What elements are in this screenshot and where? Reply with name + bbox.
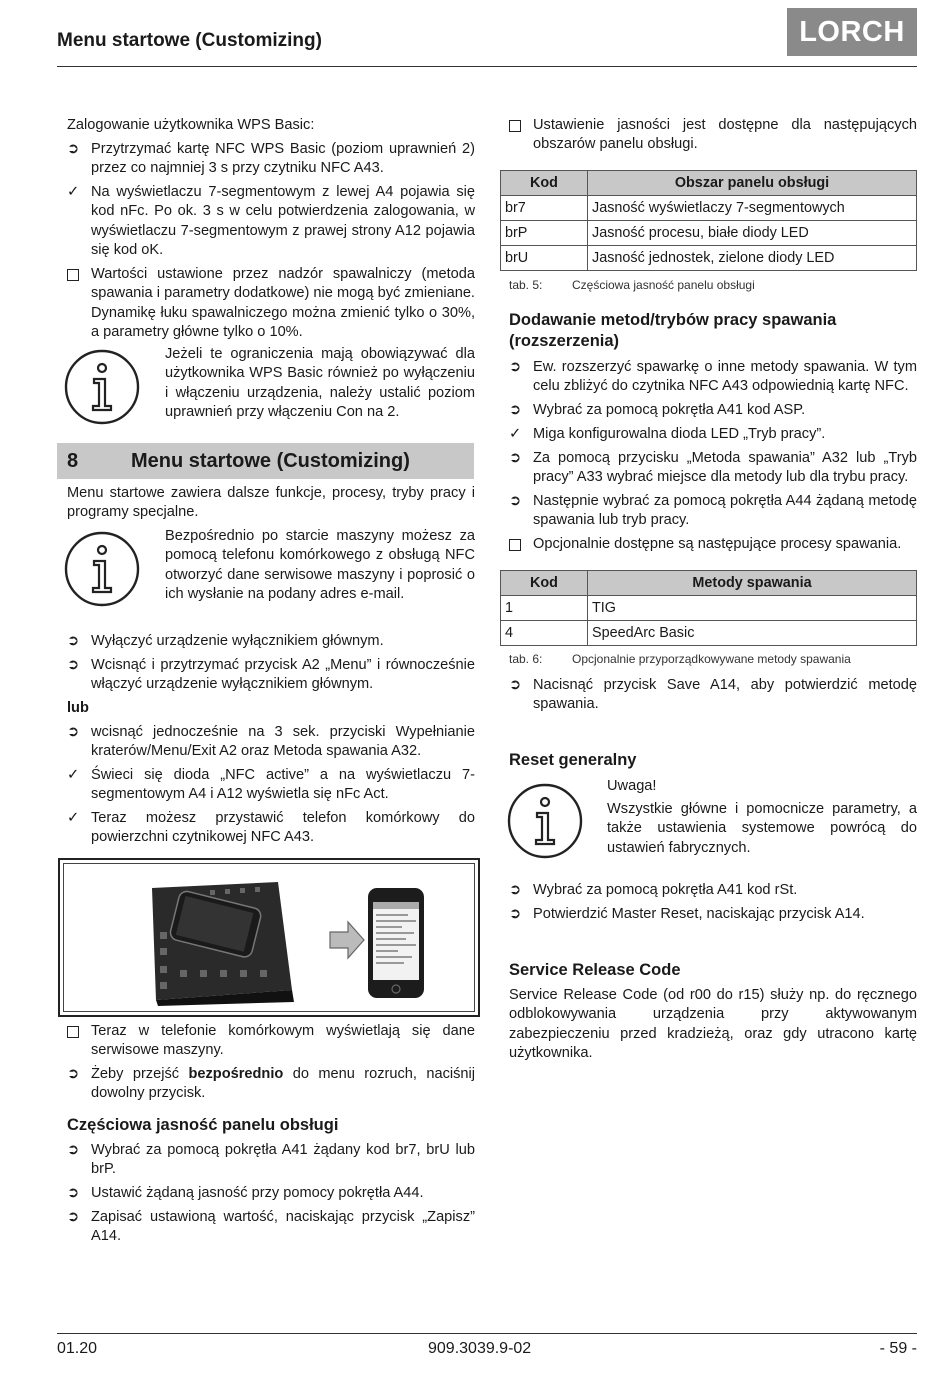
list-item: ➲ wcisnąć jednocześnie na 3 sek. przyciski Wypełnianie kraterów/Menu/Exit A2 oraz Metoda spawania A32.	[67, 724, 475, 760]
lub-label: lub	[67, 700, 89, 716]
lorch-logo: LORCH	[787, 8, 917, 56]
chapter-number: 8	[67, 450, 79, 472]
list-item: ➲ Zapisać ustawioną wartość, naciskając przycisk „Zapisz” A14.	[67, 1209, 475, 1245]
arrow-bullet-icon: ➲	[67, 657, 80, 673]
footer-date: 01.20	[57, 1340, 98, 1357]
arrow-bullet-icon: ➲	[509, 359, 522, 375]
table-row: brP Jasność procesu, białe diody LED	[501, 221, 917, 246]
section-heading-brightness: Częściowa jasność panelu obsługi	[67, 1116, 339, 1134]
list-item: ➲ Wybrać za pomocą pokrętła A41 kod ASP.	[509, 401, 917, 420]
list-item: Teraz w telefonie komórkowym wyświetlają się dane serwisowe maszyny.	[67, 1022, 475, 1061]
footer-rule	[57, 1333, 917, 1334]
arrow-bullet-icon: ➲	[67, 1142, 80, 1158]
arrow-bullet-icon: ➲	[509, 677, 522, 693]
table-welding-methods	[500, 570, 917, 646]
list-item: ➲ Ew. rozszerzyć spawarkę o inne metody spawania. W tym celu zbliżyć do czytnika NFC A43 odpowiednią kartę NFC.	[509, 359, 917, 395]
footer-doc-number: 909.3039.9-02	[428, 1340, 532, 1357]
arrow-bullet-icon: ➲	[67, 1066, 80, 1082]
checkbox-icon	[67, 265, 87, 287]
info-note-nfc: Bezpośrednio po starcie maszyny możesz za pomocą telefonu komórkowego z obsługą NFC otworzyć dane serwisowe maszyny i poprosić o ich wysłanie na podany adres e-mail.	[165, 528, 475, 603]
list-item: ✓ Na wyświetlaczu 7-segmentowym z lewej A4 pojawia się kod nFc. Po ok. 3 s w celu potwierdzenia zalogowania, w wyświetlaczu 7-segmentowym z prawej strony A12 pojawia się kod oK.	[67, 184, 475, 259]
list-item: ➲ Przytrzymać kartę NFC WPS Basic (poziom uprawnień 2) przez co najmniej 3 s przy czytniku NFC A43.	[67, 141, 475, 177]
smartphone-graphic	[368, 888, 424, 998]
table-caption: tab. 6: Opcjonalnie przyporządkowywane metody spawania	[509, 652, 851, 666]
list-item: ➲ Ustawić żądaną jasność przy pomocy pokrętła A44.	[67, 1184, 475, 1203]
list-item: ➲ Potwierdzić Master Reset, naciskając przycisk A14.	[509, 905, 917, 924]
arrow-bullet-icon: ➲	[509, 450, 522, 466]
checkbox-icon	[509, 535, 529, 557]
arrow-bullet-icon: ➲	[67, 1185, 80, 1201]
section-heading-service-code: Service Release Code	[509, 961, 681, 979]
info-icon	[506, 782, 584, 860]
arrow-bullet-icon: ➲	[67, 724, 80, 740]
arrow-bullet-icon: ➲	[509, 882, 522, 898]
header-rule	[57, 66, 917, 67]
table-header: Obszar panelu obsługi	[588, 171, 917, 196]
table-row: 1 TIG	[501, 596, 917, 621]
list-item: ➲ Nacisnąć przycisk Save A14, aby potwierdzić metodę spawania.	[509, 677, 917, 713]
page-header-title: Menu startowe (Customizing)	[57, 30, 322, 51]
table-header: Kod	[501, 171, 588, 196]
table-header: Kod	[501, 571, 588, 596]
footer-page-number: - 59 -	[879, 1340, 917, 1357]
table-row: brU Jasność jednostek, zielone diody LED	[501, 246, 917, 271]
chapter-intro: Menu startowe zawiera dalsze funkcje, procesy, tryby pracy i programy specjalne.	[67, 485, 475, 521]
arrow-bullet-icon: ➲	[509, 493, 522, 509]
list-item: ➲ Wcisnąć i przytrzymać przycisk A2 „Menu” i równocześnie włączyć urządzenie wyłącznikiem głównym.	[67, 657, 475, 693]
checkmark-icon: ✓	[67, 767, 80, 783]
list-item: ➲ Wyłączyć urządzenie wyłącznikiem głównym.	[67, 632, 475, 651]
arrow-bullet-icon: ➲	[509, 906, 522, 922]
list-item: ✓ Miga konfigurowalna dioda LED „Tryb pracy”.	[509, 425, 917, 444]
checkbox-icon	[509, 116, 529, 138]
nfc-phone-illustration	[60, 860, 478, 1015]
checkbox-icon	[67, 1022, 87, 1044]
section-heading-extensions: Dodawanie metod/trybów pracy spawania (rozszerzenia)	[509, 311, 837, 350]
list-item: ➲ Wybrać za pomocą pokrętła A41 kod rSt.	[509, 881, 917, 900]
list-item: Wartości ustawione przez nadzór spawalniczy (metoda spawania i parametry dodatkowe) nie mogą być zmieniane. Dynamikę łuku spawalniczego można zmienić tylko o 30%, a parametry główne tylko o 10%.	[67, 265, 475, 343]
table-row: br7 Jasność wyświetlaczy 7-segmentowych	[501, 196, 917, 221]
table-row: 4 SpeedArc Basic	[501, 621, 917, 646]
checkmark-icon: ✓	[67, 184, 80, 200]
arrow-bullet-icon: ➲	[67, 141, 80, 157]
right-arrow-icon	[330, 922, 364, 958]
table-caption: tab. 5: Częściowa jasność panelu obsługi	[509, 278, 755, 292]
list-item: Ustawienie jasności jest dostępne dla następujących obszarów panelu obsługi.	[509, 116, 917, 155]
chapter-title: Menu startowe (Customizing)	[131, 450, 410, 472]
list-item: Opcjonalnie dostępne są następujące procesy spawania.	[509, 535, 917, 554]
control-panel-graphic	[152, 882, 294, 1006]
list-item: ✓ Teraz możesz przystawić telefon komórkowy do powierzchni czytnikowej NFC A43.	[67, 810, 475, 846]
table-header: Metody spawania	[588, 571, 917, 596]
checkmark-icon: ✓	[509, 426, 522, 442]
wps-login-intro: Zalogowanie użytkownika WPS Basic:	[67, 117, 315, 133]
reset-note: Wszystkie główne i pomocnicze parametry, a także ustawienia systemowe powrócą do ustawień fabrycznych.	[607, 801, 917, 856]
list-item: ➲ Następnie wybrać za pomocą pokrętła A44 żądaną metodę spawania lub tryb pracy.	[509, 493, 917, 529]
arrow-bullet-icon: ➲	[509, 402, 522, 418]
arrow-bullet-icon: ➲	[67, 633, 80, 649]
list-item: ✓ Świeci się dioda „NFC active” a na wyświetlaczu 7-segmentowym A4 i A12 wyświetla się nFc Act.	[67, 767, 475, 803]
list-item: ➲ Żeby przejść bezpośrednio do menu rozruch, naciśnij dowolny przycisk.	[67, 1066, 476, 1102]
section-heading-reset: Reset generalny	[509, 751, 637, 769]
checkmark-icon: ✓	[67, 810, 80, 826]
info-note-wps: Jeżeli te ograniczenia mają obowiązywać dla użytkownika WPS Basic również po wyłączeniu i włączeniu urządzenia, należy ustalić poziom uprawnień przy włączeniu Con na 2.	[165, 346, 475, 421]
list-item: ➲ Wybrać za pomocą pokrętła A41 żądany kod br7, brU lub brP.	[67, 1142, 475, 1178]
chapter-heading	[57, 443, 474, 479]
info-icon	[63, 530, 141, 608]
list-item: ➲ Za pomocą przycisku „Metoda spawania” A32 lub „Tryb pracy” A33 wybrać miejsce dla metody lub dla trybu pracy.	[509, 450, 917, 486]
reset-warning-label: Uwaga!	[607, 778, 657, 794]
table-brightness-codes	[500, 170, 917, 271]
arrow-bullet-icon: ➲	[67, 1209, 80, 1225]
service-code-text: Service Release Code (od r00 do r15) służy np. do ręcznego odblokowywania urządzenia przy aktywowanym zabezpieczeniu przed kradzieżą, oraz gdy utracono kartę użytkownika.	[509, 987, 917, 1062]
info-icon	[63, 348, 141, 426]
nfc-phone-figure	[58, 858, 480, 1017]
